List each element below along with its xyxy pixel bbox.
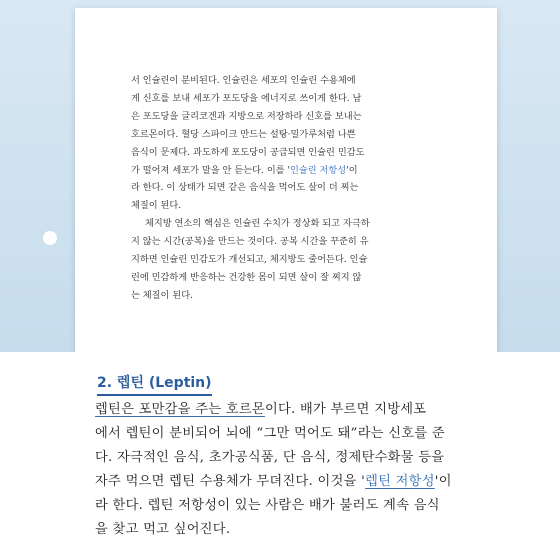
page-line: 지하면 인슐린 민감도가 개선되고, 체지방도 줄어든다. 인슐: [131, 254, 368, 266]
zoomed-excerpt-text: [95, 398, 555, 542]
text-span: '이: [434, 474, 452, 489]
binder-hole: [43, 231, 57, 245]
excerpt-line: 라 한다. 렙틴 저항성이 있는 사람은 배가 불러도 계속 음식: [95, 498, 440, 513]
text-span: '이: [346, 164, 358, 176]
page-line: 서 인슐린이 분비된다. 인슐린은 세포의 인슐린 수용체에: [131, 75, 356, 86]
page-line: 체질이 된다.: [131, 200, 182, 212]
text-span: 이다. 배가 부르면 지방세포: [264, 402, 427, 417]
insulin-resistance-term: 인슐린 저항성: [290, 164, 347, 176]
leptin-resistance-term: 렙틴 저항성: [365, 474, 435, 489]
excerpt-line: 에서 렙틴이 분비되어 뇌에 “그만 먹어도 돼”라는 신호를 준: [95, 426, 445, 441]
page-line: 라 한다. 이 상태가 되면 같은 음식을 먹어도 살이 더 찌는: [131, 182, 359, 194]
excerpt-line: [95, 398, 555, 422]
page-line: 지 않는 시간(공복)을 만드는 것이다. 공복 시간을 꾸준히 유: [131, 236, 369, 248]
page-line: 은 포도당을 글리코겐과 지방으로 저장하라 신호를 보내는: [131, 110, 362, 122]
page-line: 체지방 연소의 핵심은 인슐린 수치가 정상화 되고 자극하: [145, 218, 370, 230]
book-page-text: [131, 72, 414, 305]
leptin-definition: 렙틴은 포만감을 주는 호르몬: [95, 402, 265, 417]
text-span: 가 떨어져 세포가 말을 안 듣는다. 이를 ': [131, 164, 291, 176]
page-line: 게 신호를 보내 세포가 포도당을 에너지로 쓰이게 한다. 남: [131, 92, 362, 104]
excerpt-line: 을 찾고 먹고 싶어진다.: [95, 522, 231, 537]
section-heading: 2. 렙틴 (Leptin): [97, 372, 212, 396]
page-line: 는 체질이 된다.: [131, 289, 194, 301]
page-line: [131, 162, 414, 180]
page-line: 음식이 문제다. 과도하게 포도당이 공급되면 인슐린 민감도: [131, 146, 365, 158]
excerpt-line: [95, 470, 555, 494]
zoomed-excerpt: [0, 352, 560, 560]
excerpt-line: 다. 자극적인 음식, 초가공식품, 단 음식, 정제탄수화물 등을: [95, 450, 445, 465]
page-line: 호르몬이다. 혈당 스파이크 만드는 설탕·밀가루처럼 나쁜: [131, 128, 356, 140]
text-span: 자주 먹으면 렙틴 수용체가 무뎌진다. 이것을 ': [95, 474, 366, 489]
page-line: 린에 민감하게 반응하는 건강한 몸이 되면 살이 잘 찌지 않: [131, 271, 362, 283]
